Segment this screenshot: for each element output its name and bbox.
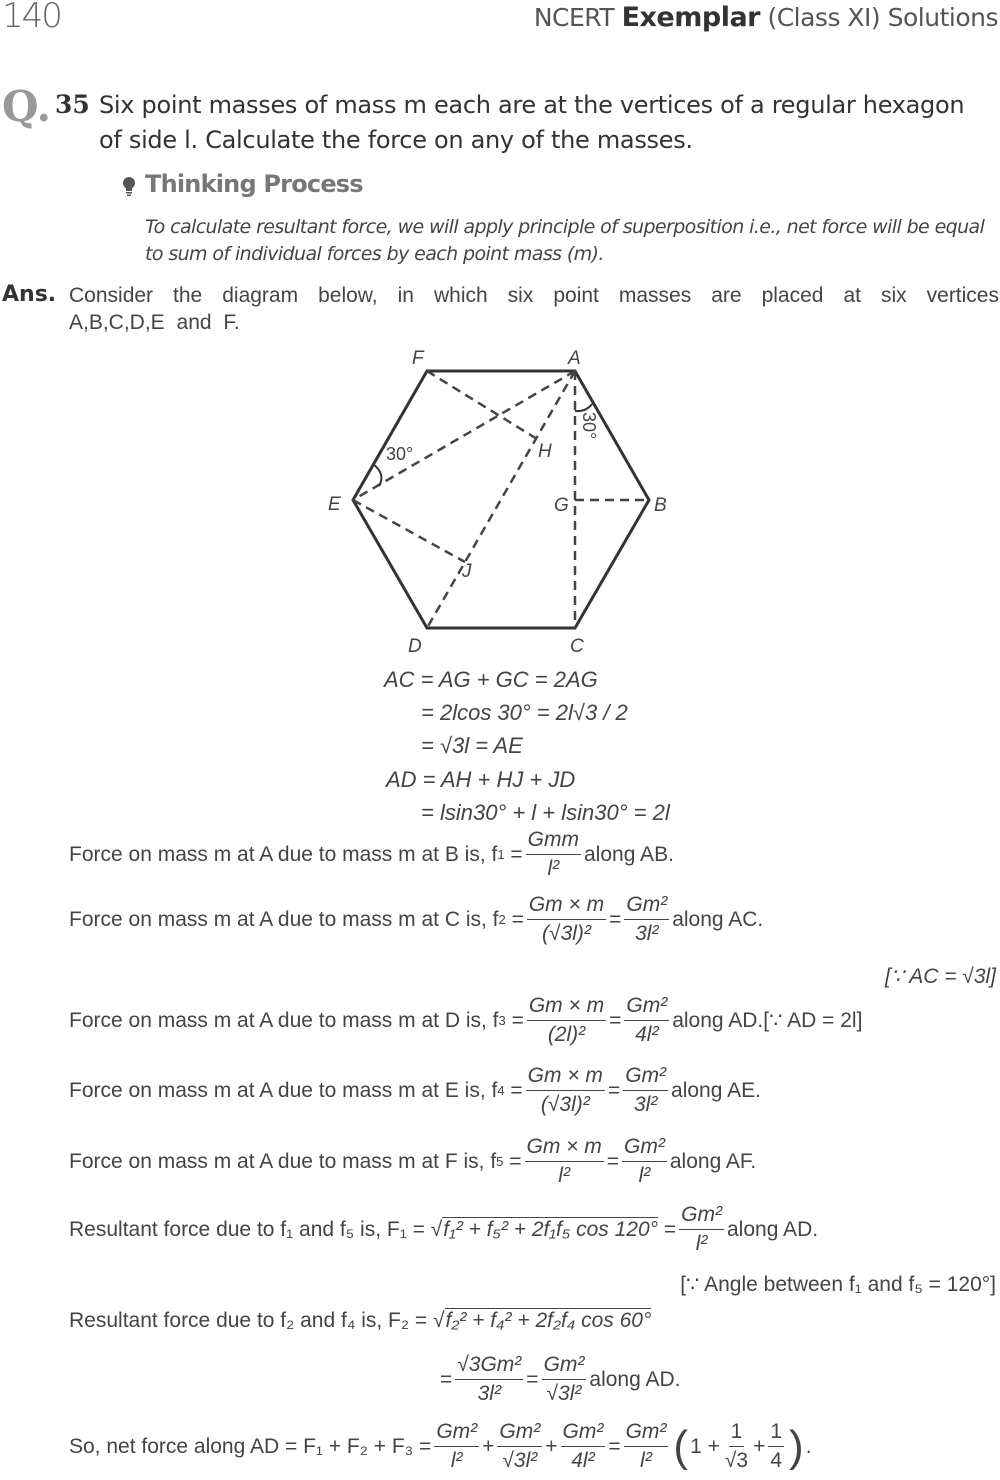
- force-f1-suffix: along AB.: [584, 842, 674, 866]
- angle-label-A: 30°: [579, 412, 599, 440]
- force-f5-prefix: Force on mass m at A due to mass m at F is, f: [69, 1149, 497, 1173]
- frac-num: Gm × m: [527, 893, 606, 920]
- resultant-f1-suffix: along AD.: [727, 1217, 819, 1241]
- resultant-f1-radicand: f₁² + f₅² + 2f₁f₅ cos 120°: [443, 1218, 659, 1241]
- force-f2-suffix: along AC.: [672, 907, 764, 931]
- frac-den: l²: [695, 1232, 708, 1255]
- book-title: [534, 2, 998, 33]
- force-f2-sub: 2: [498, 912, 506, 927]
- question-line-2: of side l. Calculate the force on any of the masses.: [99, 126, 693, 154]
- force-f4-prefix: Force on mass m at A due to mass m at E is, f: [69, 1078, 498, 1102]
- label-F: F: [412, 348, 424, 369]
- answer-label: Ans.: [2, 282, 57, 307]
- frac-num: 1: [729, 1420, 745, 1447]
- frac-num: Gm²: [561, 1420, 606, 1447]
- answer-intro: Consider the diagram below, in which six point masses are placed at six vertices A,B,C,D,E and F.: [69, 284, 999, 334]
- book-title-bold: Exemplar: [621, 2, 760, 33]
- thinking-process-body: To calculate resultant force, we will apply principle of superposition i.e., net force will be equal to sum of individual forces by each point mass (m).: [145, 216, 985, 265]
- force-f4-suffix: along AE.: [671, 1078, 761, 1102]
- frac-num: Gm²: [497, 1420, 542, 1447]
- net-term-4: [624, 1420, 669, 1473]
- label-A: A: [568, 348, 581, 369]
- frac-num: Gm²: [542, 1353, 587, 1380]
- frac-num: Gm²: [434, 1420, 479, 1447]
- resultant-f1-fraction: [679, 1203, 724, 1256]
- resultant-f2-radicand: f₂² + f₄² + 2f₂f₄ cos 60°: [445, 1309, 652, 1332]
- derivation-ad-2: = lsin30° + l + lsin30° = 2l: [421, 800, 670, 825]
- resultant-f1-prefix: Resultant force due to f₁ and f₅ is, F₁ =: [69, 1217, 425, 1241]
- frac-num: Gm²: [624, 1420, 669, 1447]
- frac-num: 1: [768, 1420, 784, 1447]
- frac-den: 3l²: [477, 1382, 501, 1405]
- resultant-f2-suffix: along AD.: [589, 1367, 681, 1391]
- frac-den: √3l²: [546, 1382, 582, 1405]
- force-f1-sub: 1: [497, 847, 505, 862]
- force-f3-sub: 3: [498, 1013, 506, 1028]
- derivation-ac-1: AC = AG + GC = 2AG: [384, 667, 598, 692]
- line-AD: [427, 371, 575, 628]
- force-f3-line: Force on mass m at A due to mass m at D is, f 3 = $\frac{Gm \times m}{\text{(2l)²}}$ = $\frac{\text{Gm²}}{\text{4l²}}$ along AD.[∵ AD = 2l]: [69, 994, 863, 1046]
- frac-den: 4l²: [635, 1023, 659, 1046]
- hexagon-diagram: [320, 340, 700, 660]
- label-H: H: [538, 441, 552, 462]
- label-J: J: [462, 561, 472, 582]
- resultant-f2-fraction-2: [542, 1353, 587, 1406]
- net-paren-one: 1 +: [690, 1434, 720, 1458]
- frac-den: l²: [450, 1449, 463, 1472]
- question-line-1: Six point masses of mass m each are at the vertices of a regular hexagon: [99, 91, 965, 119]
- frac-den: (√3l)²: [542, 922, 591, 945]
- frac-num: Gm²: [623, 1064, 668, 1091]
- resultant-f1-line: Resultant force due to f₁ and f₅ is, F₁ = √ f₁² + f₅² + 2f₁f₅ cos 120° = $\frac{\text{Gm²}}{\text{l²}}$ along AD.: [69, 1203, 819, 1255]
- force-f5-line: Force on mass m at A due to mass m at F is, f 5 = $\frac{Gm \times m}{\text{l²}}$ = $\frac{\text{Gm²}}{\text{l²}}$ along AF.: [69, 1135, 757, 1187]
- resultant-f2-prefix: Resultant force due to f₂ and f₄ is, F₂ =: [69, 1308, 428, 1332]
- force-f3-fraction-2: [624, 994, 669, 1047]
- force-f1-prefix: Force on mass m at A due to mass m at B is, f: [69, 842, 498, 866]
- frac-den: l²: [638, 1164, 651, 1187]
- frac-den: 4l²: [571, 1449, 595, 1472]
- thinking-process-title: Thinking Process: [145, 170, 363, 198]
- question-number: 35: [55, 90, 90, 119]
- force-f2-prefix: Force on mass m at A due to mass m at C is, f: [69, 907, 499, 931]
- force-f5-suffix: along AF.: [669, 1149, 757, 1173]
- force-f4-line: Force on mass m at A due to mass m at E is, f 4 = $\frac{Gm \times m}{\text{(√3l)²}}$ = $\frac{\text{Gm²}}{\text{3l²}}$ along AE.: [69, 1064, 761, 1116]
- force-f2-fraction-2: [624, 893, 669, 946]
- force-f4-fraction-1: [526, 1064, 605, 1117]
- line-AE: [353, 371, 575, 500]
- label-C: C: [570, 636, 584, 657]
- note-ac: [∵ AC = √3l]: [884, 965, 996, 988]
- frac-den: √3l²: [502, 1449, 538, 1472]
- frac-den: (√3l)²: [540, 1093, 590, 1116]
- net-end: .: [805, 1434, 812, 1458]
- lightbulb-icon: [122, 176, 136, 203]
- force-f3-prefix: Force on mass m at A due to mass m at D is, f: [69, 1008, 499, 1032]
- frac-num: Gmm: [526, 828, 581, 855]
- resultant-f2-simplified: = $\frac{\text{√3Gm²}}{\text{3l²}}$ = $\frac{\text{Gm²}}{\text{√3l²}}$ along AD.: [440, 1353, 681, 1405]
- frac-num: Gm²: [622, 1135, 667, 1162]
- book-title-suffix: (Class XI) Solutions: [767, 3, 998, 32]
- angle-arc-E: [373, 464, 381, 486]
- force-f2-line: Force on mass m at A due to mass m at C is, f 2 = $\frac{Gm \times m}{\text{(√3l)²}}$ = $\frac{\text{Gm²}}{\text{3l²}}$ along AC.: [69, 893, 764, 945]
- frac-den: 3l²: [635, 922, 659, 945]
- open-paren: (: [673, 1421, 689, 1471]
- force-f5-sub: 5: [496, 1154, 504, 1169]
- frac-den: 3l²: [633, 1093, 658, 1116]
- net-force-line: So, net force along AD = F₁ + F₂ + F₃ = $\frac{\text{Gm²}}{\text{l²}}$ + $\frac{\text{Gm²}}{\text{√3l²}}$ + $\frac{\text{Gm²}}{\text{4l²}}$ = $\frac{\text{Gm²}}{\text{l²}}$ ( 1 + $\frac{1}{√3}$ + $\frac{1}{4}$ ) .: [69, 1420, 812, 1472]
- frac-num: Gm × m: [526, 1064, 605, 1091]
- label-B: B: [654, 495, 667, 516]
- close-paren: ): [789, 1421, 804, 1471]
- book-title-prefix: NCERT: [533, 3, 615, 32]
- frac-den: l²: [547, 857, 560, 880]
- force-f4-sub: 4: [497, 1083, 505, 1098]
- angle-label-E: 30°: [386, 444, 414, 464]
- frac-den: l²: [558, 1164, 570, 1187]
- angle-arc-A: [575, 404, 592, 411]
- force-f5-fraction-2: [622, 1135, 667, 1188]
- force-f1-fraction: [526, 828, 581, 881]
- resultant-f2-fraction-1: [455, 1353, 523, 1406]
- frac-num: Gm²: [624, 893, 669, 920]
- derivation-ac-2: = 2lcos 30° = 2l√3 / 2: [421, 700, 628, 725]
- derivation-ad-1: AD = AH + HJ + JD: [386, 767, 576, 792]
- frac-num: Gm × m: [527, 994, 606, 1021]
- net-term-2: [497, 1420, 542, 1473]
- page-number: 140: [2, 0, 61, 36]
- question-marker: Q.: [2, 82, 52, 131]
- frac-num: Gm²: [624, 994, 669, 1021]
- label-D: D: [408, 636, 422, 657]
- net-paren-frac-1: [723, 1420, 750, 1473]
- note-angle: [∵ Angle between f₁ and f₅ = 120°]: [680, 1273, 996, 1296]
- frac-den: l²: [640, 1449, 652, 1472]
- force-f1-line: Force on mass m at A due to mass m at B is, f 1 = $\frac{\text{Gmm}}{\text{l²}}$ along AB.: [69, 828, 674, 880]
- resultant-f2-line: Resultant force due to f₂ and f₄ is, F₂ = √ f₂² + f₄² + 2f₂f₄ cos 60°: [69, 1308, 652, 1332]
- question-text: [99, 88, 999, 158]
- force-f4-fraction-2: [623, 1064, 668, 1117]
- label-E: E: [328, 494, 341, 515]
- force-f3-suffix: along AD.[∵ AD = 2l]: [672, 1009, 863, 1032]
- force-f3-fraction-1: [527, 994, 606, 1047]
- line-FH: [427, 371, 537, 439]
- net-paren-frac-2: [768, 1420, 784, 1473]
- derivation-ac-3: = √3l = AE: [421, 733, 523, 758]
- force-f5-fraction-1: [525, 1135, 604, 1188]
- frac-den: 4: [770, 1449, 783, 1472]
- frac-num: Gm²: [679, 1203, 724, 1230]
- net-term-1: [434, 1420, 479, 1473]
- label-G: G: [554, 495, 569, 516]
- frac-num: Gm × m: [525, 1135, 604, 1162]
- frac-den: (2l)²: [547, 1023, 586, 1046]
- net-term-3: [561, 1420, 606, 1473]
- hexagon-outline: [353, 371, 649, 628]
- frac-den: √3: [724, 1449, 749, 1472]
- net-force-prefix: So, net force along AD = F₁ + F₂ + F₃ =: [69, 1434, 432, 1458]
- frac-num: √3Gm²: [455, 1353, 523, 1380]
- force-f2-fraction-1: [527, 893, 606, 946]
